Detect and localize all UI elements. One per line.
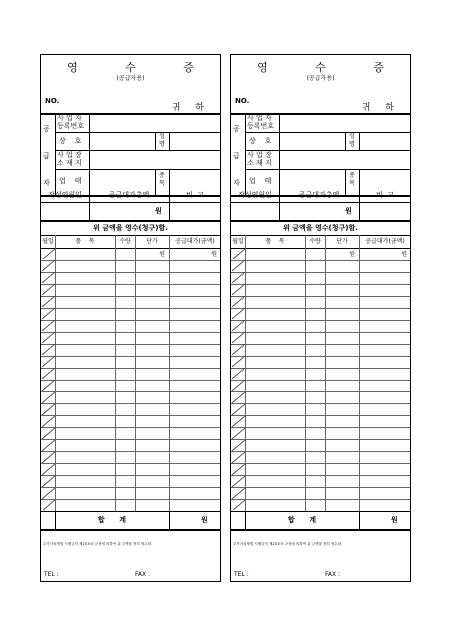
- date-slash-mark: [232, 464, 246, 475]
- date-slash-mark: [42, 260, 56, 271]
- total-unit: 원: [391, 516, 398, 524]
- item-amount-header: 공급대가(금액): [175, 238, 215, 245]
- owner-name-label-2: 명: [159, 141, 165, 148]
- table-row[interactable]: [56, 381, 219, 391]
- receipt-subtitle: (공급자용): [116, 75, 145, 82]
- table-row[interactable]: [246, 440, 409, 450]
- receipt-left: [40, 54, 221, 582]
- company-name-field[interactable]: [280, 133, 344, 149]
- date-slash-mark: [42, 272, 56, 283]
- table-row[interactable]: [246, 428, 409, 438]
- supply-total-label: 공급대가총액: [298, 191, 340, 199]
- table-row[interactable]: [246, 476, 409, 486]
- date-slash-mark: [42, 464, 56, 475]
- date-slash-mark: [42, 380, 56, 391]
- remarks-label: 비 고: [376, 191, 394, 199]
- table-row[interactable]: [56, 404, 219, 414]
- total-unit: 원: [201, 516, 208, 524]
- address-label-2: 소 재 지: [57, 159, 82, 167]
- fax-field[interactable]: [156, 569, 216, 579]
- item-date-header: 월일: [42, 238, 54, 245]
- date-slash-mark: [232, 356, 246, 367]
- legal-note: 부가가치세법 시행규칙 제25조의 규정에 의하여 위 금액을 정히 영수함.: [233, 542, 343, 546]
- supply-total-field[interactable]: [90, 203, 158, 219]
- date-slash-mark: [232, 416, 246, 427]
- business-type-label: 업 태: [249, 177, 272, 185]
- total-amount-field[interactable]: [170, 512, 200, 528]
- won-unit: 원: [155, 207, 162, 215]
- date-slash-mark: [232, 368, 246, 379]
- table-row[interactable]: [246, 452, 409, 462]
- date-slash-mark: [232, 249, 246, 260]
- item-unit-price-header: 단가: [336, 238, 348, 245]
- supply-total-field[interactable]: [280, 203, 348, 219]
- table-row[interactable]: [246, 309, 409, 319]
- supplier-label-2: 급: [233, 152, 240, 160]
- issue-date-field[interactable]: [42, 203, 88, 219]
- total-label: 합 계: [97, 516, 127, 524]
- table-row[interactable]: [246, 381, 409, 391]
- date-slash-mark: [42, 428, 56, 439]
- item-name-header: 품 목: [265, 238, 285, 245]
- business-item-label-1: 종: [159, 172, 165, 179]
- date-slash-mark: [42, 320, 56, 331]
- owner-name-label-1: 성: [349, 133, 355, 140]
- date-slash-mark: [232, 452, 246, 463]
- date-slash-mark: [232, 308, 246, 319]
- tel-label: TEL :: [234, 571, 249, 578]
- date-slash-mark: [42, 476, 56, 487]
- supplier-label-2: 급: [43, 152, 50, 160]
- tel-label: TEL :: [44, 571, 59, 578]
- receipt-title: 영 수 증: [67, 61, 216, 74]
- issue-date-label: 작성연월일: [48, 191, 82, 199]
- issue-date-label: 작성연월일: [238, 191, 272, 199]
- date-slash-mark: [42, 488, 56, 499]
- table-row[interactable]: [56, 452, 219, 462]
- date-slash-mark: [232, 296, 246, 307]
- date-slash-mark: [232, 500, 246, 511]
- company-name-field[interactable]: [90, 133, 154, 149]
- business-reg-no-field[interactable]: [280, 114, 409, 131]
- date-slash-mark: [232, 476, 246, 487]
- receipt-title: 영 수 증: [257, 61, 406, 74]
- table-row[interactable]: [56, 357, 219, 367]
- table-row[interactable]: [56, 297, 219, 307]
- fax-field[interactable]: [346, 569, 406, 579]
- table-row[interactable]: [56, 476, 219, 486]
- date-slash-mark: [42, 296, 56, 307]
- business-reg-no-label-1: 사 업 자: [247, 114, 272, 122]
- item-name-header: 품 목: [75, 238, 95, 245]
- table-row[interactable]: [246, 345, 409, 355]
- legal-note: 부가가치세법 시행규칙 제25조의 규정에 의하여 위 금액을 정히 영수함.: [43, 542, 153, 546]
- date-slash-mark: [42, 440, 56, 451]
- table-row[interactable]: [246, 464, 409, 474]
- table-row[interactable]: [56, 488, 219, 498]
- date-slash-mark: [232, 428, 246, 439]
- business-item-label-2: 목: [349, 180, 355, 187]
- table-row[interactable]: [246, 321, 409, 331]
- table-row[interactable]: [56, 333, 219, 343]
- date-slash-mark: [232, 488, 246, 499]
- item-qty-header: 수량: [309, 238, 321, 245]
- address-label-2: 소 재 지: [247, 159, 272, 167]
- date-slash-mark: [42, 392, 56, 403]
- receipt-number-label: NO.: [235, 97, 250, 105]
- remarks-label: 비 고: [186, 191, 204, 199]
- first-row-unit-price-unit: 원: [159, 251, 165, 258]
- table-row[interactable]: [56, 249, 219, 259]
- item-date-header: 월일: [232, 238, 244, 245]
- table-row[interactable]: [246, 416, 409, 426]
- table-row[interactable]: [56, 285, 219, 295]
- table-row[interactable]: [246, 500, 409, 510]
- date-slash-mark: [232, 272, 246, 283]
- table-row[interactable]: [56, 345, 219, 355]
- date-slash-mark: [42, 416, 56, 427]
- business-reg-no-label-2: 등록번호: [247, 122, 275, 130]
- company-name-label: 상 호: [59, 137, 82, 145]
- won-unit: 원: [345, 207, 352, 215]
- date-slash-mark: [42, 356, 56, 367]
- date-slash-mark: [232, 404, 246, 415]
- date-slash-mark: [42, 284, 56, 295]
- table-row[interactable]: [246, 404, 409, 414]
- table-row[interactable]: [56, 416, 219, 426]
- table-row[interactable]: [246, 249, 409, 259]
- table-row[interactable]: [246, 333, 409, 343]
- table-row[interactable]: [56, 428, 219, 438]
- table-row[interactable]: [246, 285, 409, 295]
- owner-name-label-2: 명: [349, 141, 355, 148]
- business-item-label-2: 목: [159, 180, 165, 187]
- table-row[interactable]: [246, 369, 409, 379]
- item-unit-price-header: 단가: [146, 238, 158, 245]
- address-label-1: 사 업 장: [247, 151, 272, 159]
- supplier-label-3: 자: [43, 179, 50, 187]
- supplier-label-3: 자: [233, 179, 240, 187]
- business-reg-no-field[interactable]: [90, 114, 219, 131]
- supplier-label-1: 공: [233, 125, 240, 133]
- date-slash-mark: [232, 344, 246, 355]
- receipt-subtitle: (공급자용): [306, 75, 335, 82]
- date-slash-mark: [42, 332, 56, 343]
- address-field[interactable]: [90, 151, 219, 168]
- receipt-number-label: NO.: [45, 97, 60, 105]
- total-amount-field[interactable]: [360, 512, 390, 528]
- table-row[interactable]: [246, 392, 409, 402]
- receipt-right: [230, 54, 411, 582]
- table-row[interactable]: [246, 273, 409, 283]
- table-row[interactable]: [246, 488, 409, 498]
- first-row-amount-unit: 원: [211, 251, 217, 258]
- date-slash-mark: [232, 392, 246, 403]
- date-slash-mark: [42, 404, 56, 415]
- supply-total-label: 공급대가총액: [108, 191, 150, 199]
- date-slash-mark: [232, 440, 246, 451]
- business-reg-no-label-1: 사 업 자: [57, 114, 82, 122]
- table-row[interactable]: [56, 369, 219, 379]
- fax-label: FAX :: [135, 571, 151, 578]
- table-row[interactable]: [246, 297, 409, 307]
- date-slash-mark: [42, 500, 56, 511]
- business-type-label: 업 태: [59, 177, 82, 185]
- date-slash-mark: [42, 368, 56, 379]
- date-slash-mark: [42, 452, 56, 463]
- tel-field[interactable]: [65, 569, 125, 579]
- recipient-suffix: 귀 하: [361, 103, 400, 113]
- business-item-label-1: 종: [349, 172, 355, 179]
- supplier-label-1: 공: [43, 125, 50, 133]
- table-row[interactable]: [246, 357, 409, 367]
- recipient-suffix: 귀 하: [171, 103, 210, 113]
- first-row-unit-price-unit: 원: [349, 251, 355, 258]
- table-row[interactable]: [56, 273, 219, 283]
- date-slash-mark: [42, 308, 56, 319]
- remarks-field[interactable]: [170, 203, 219, 219]
- table-row[interactable]: [246, 261, 409, 271]
- company-name-label: 상 호: [249, 137, 272, 145]
- address-field[interactable]: [280, 151, 409, 168]
- owner-name-field[interactable]: [360, 133, 409, 149]
- tel-field[interactable]: [255, 569, 315, 579]
- table-row[interactable]: [56, 500, 219, 510]
- table-row[interactable]: [56, 440, 219, 450]
- owner-name-label-1: 성: [159, 133, 165, 140]
- owner-name-field[interactable]: [170, 133, 219, 149]
- fax-label: FAX :: [325, 571, 341, 578]
- table-row[interactable]: [56, 464, 219, 474]
- issue-date-field[interactable]: [232, 203, 278, 219]
- date-slash-mark: [42, 249, 56, 260]
- receipt-statement: 위 금액을 영수(청구)함.: [283, 224, 358, 232]
- date-slash-mark: [232, 260, 246, 271]
- date-slash-mark: [232, 320, 246, 331]
- business-reg-no-label-2: 등록번호: [57, 122, 85, 130]
- remarks-field[interactable]: [360, 203, 409, 219]
- address-label-1: 사 업 장: [57, 151, 82, 159]
- first-row-amount-unit: 원: [401, 251, 407, 258]
- table-row[interactable]: [56, 261, 219, 271]
- table-row[interactable]: [56, 309, 219, 319]
- date-slash-mark: [42, 344, 56, 355]
- date-slash-mark: [232, 380, 246, 391]
- table-row[interactable]: [56, 392, 219, 402]
- date-slash-mark: [232, 284, 246, 295]
- item-qty-header: 수량: [119, 238, 131, 245]
- date-slash-mark: [232, 332, 246, 343]
- total-label: 합 계: [287, 516, 317, 524]
- table-row[interactable]: [56, 321, 219, 331]
- item-amount-header: 공급대가(금액): [365, 238, 405, 245]
- receipt-statement: 위 금액을 영수(청구)함.: [93, 224, 168, 232]
